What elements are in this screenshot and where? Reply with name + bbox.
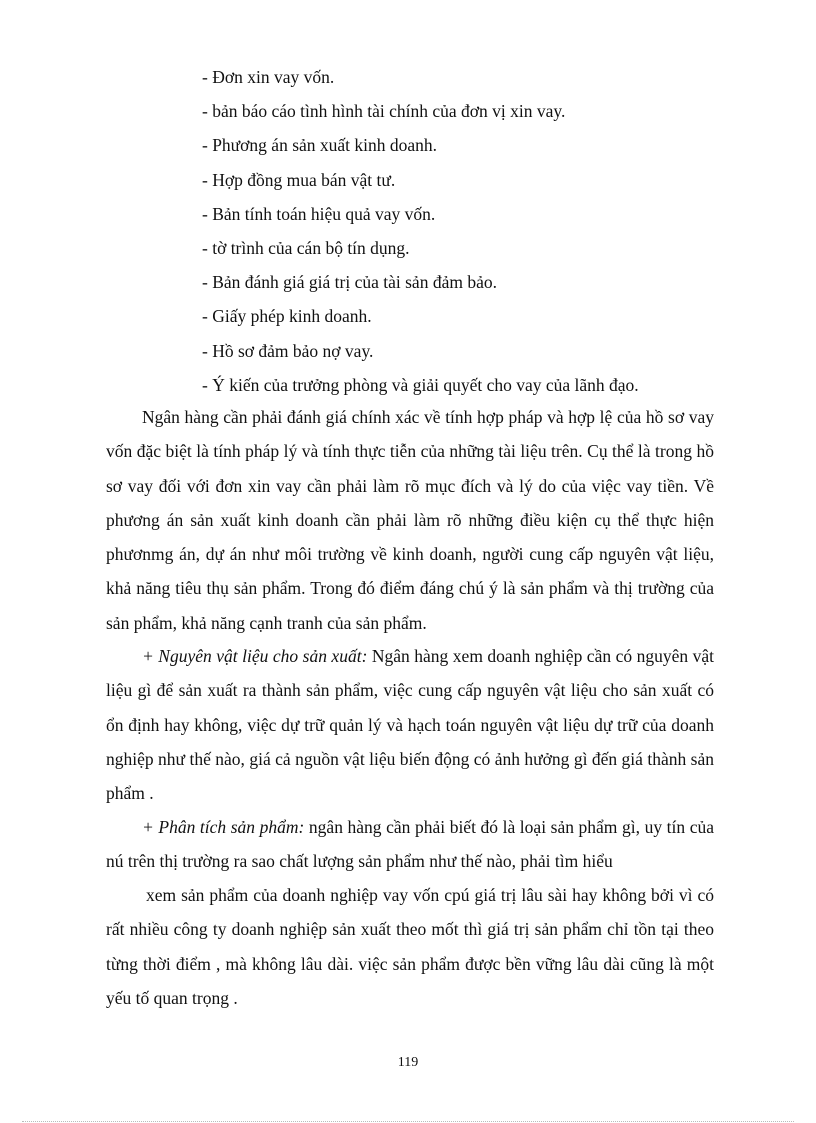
list-item: - Hồ sơ đảm bảo nợ vay. bbox=[202, 340, 374, 361]
paragraph-product-durability: xem sản phẩm của doanh nghiệp vay vốn cpú giá trị lâu sài hay không bởi vì có rất nhiều công ty doanh nghiệp sản xuất theo mốt thì giá trị sản phẩm chỉ tồn tại theo từng thời điểm , mà không lâu dài. việc sản phẩm được bền vững lâu dài cũng là một yếu tố quan trọng . bbox=[106, 885, 714, 1008]
paragraph-lead: + Nguyên vật liệu cho sản xuất: bbox=[142, 646, 368, 666]
list-item: - Hợp đồng mua bán vật tư. bbox=[202, 169, 396, 190]
paragraph-body: ngân hàng cần phải biết đó là loại sản phẩm gì, uy tín của nú trên thị trường ra sao chất lượng sản phẩm như thế nào, phải tìm hiểu bbox=[106, 817, 714, 872]
list-item: - Giấy phép kinh doanh. bbox=[202, 306, 372, 327]
paragraph-raw-materials bbox=[106, 639, 714, 810]
list-item: - Bản đánh giá giá trị của tài sản đảm bảo. bbox=[202, 272, 497, 293]
list-item: - bản báo cáo tình hình tài chính của đơn vị xin vay. bbox=[202, 101, 566, 122]
page-number: 119 bbox=[397, 1055, 419, 1070]
list-item: - Phương án sản xuất kinh doanh. bbox=[202, 135, 438, 156]
paragraph-body: Ngân hàng xem doanh nghiệp cần có nguyên vật liệu gì để sản xuất ra thành sản phẩm, việc cung cấp nguyên vật liệu cho sản xuất có ổn định hay không, việc dự trữ quản lý và hạch toán nguyên vật liệu dự trữ của doanh nghiệp như thế nào, giá cả nguồn vật liệu biến động có ảnh hưởng gì đến giá thành sản phẩm . bbox=[106, 646, 714, 804]
list-item: - tờ trình của cán bộ tín dụng. bbox=[202, 237, 410, 258]
paragraph-lead: + Phân tích sản phẩm: bbox=[142, 817, 305, 837]
list-item: - Bản tính toán hiệu quả vay vốn. bbox=[202, 203, 436, 224]
loan-documents-list bbox=[202, 60, 722, 402]
list-item: - Đơn xin vay vốn. bbox=[202, 67, 335, 87]
paragraph-product-analysis bbox=[106, 810, 714, 879]
page-bottom-divider bbox=[22, 1121, 794, 1122]
list-item: - Ý kiến của trưởng phòng và giải quyết cho vay của lãnh đạo. bbox=[202, 374, 639, 395]
paragraph-loan-evaluation: Ngân hàng cần phải đánh giá chính xác về tính hợp pháp và hợp lệ của hồ sơ vay vốn đặc biệt là tính pháp lý và tính thực tiễn của những tài liệu trên. Cụ thể là trong hồ sơ vay đối với đơn xin vay cần phải làm rõ mục đích và lý do của việc vay tiền. Về phương án sản xuất kinh doanh cần phải làm rõ những điều kiện cụ thể thực hiện phươnmg án, dự án như môi trường về kinh doanh, người cung cấp nguyên vật liệu, khả năng tiêu thụ sản phẩm. Trong đó điểm đáng chú ý là sản phẩm và thị trường của sản phẩm, khả năng cạnh tranh của sản phẩm. bbox=[106, 407, 714, 633]
